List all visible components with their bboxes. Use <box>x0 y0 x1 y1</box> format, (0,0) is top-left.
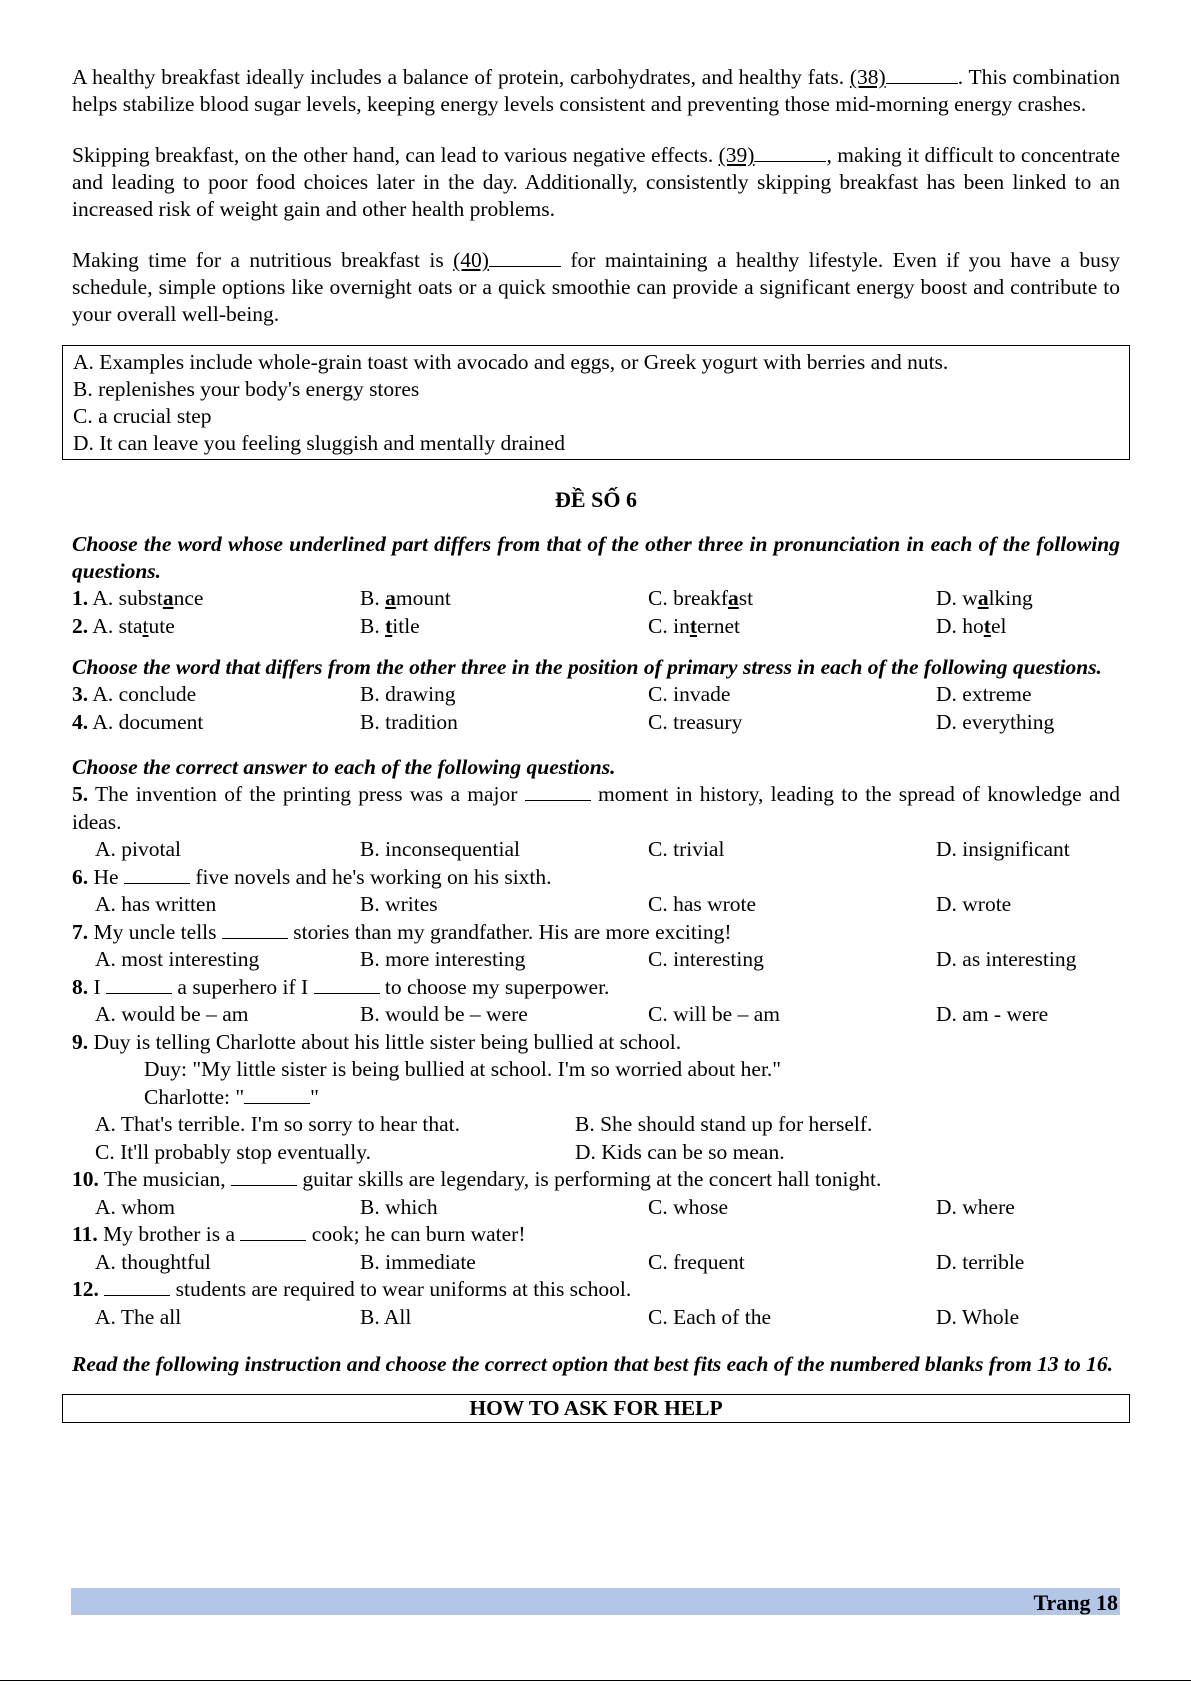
q9-option-c: C. It'll probably stop eventually. <box>95 1139 371 1164</box>
q5-option-a: A. pivotal <box>95 837 181 861</box>
question-7-options <box>72 946 1120 974</box>
q12-option-c: C. Each of the <box>648 1304 771 1329</box>
q5-option-d: D. insignificant <box>936 837 1070 861</box>
passage-options-box <box>62 345 1130 460</box>
question-11-stem: 11. My brother is a cook; he can burn water! <box>72 1222 526 1246</box>
blank-39: (39) <box>719 143 827 167</box>
q4-option-b: B. tradition <box>360 709 458 734</box>
q1-option-a: 1. A. substance <box>72 586 204 610</box>
blank-40: (40) <box>453 248 561 272</box>
q9-option-b: B. She should stand up for herself. <box>575 1112 873 1136</box>
q6-option-c: C. has wrote <box>648 892 757 916</box>
q9-dialog-charlotte: Charlotte: " " <box>144 1084 319 1109</box>
q7-option-c: C. interesting <box>648 947 764 971</box>
q4-option-a: A. document <box>92 709 204 734</box>
q2-option-a: 2. A. statute <box>72 613 175 638</box>
q6-option-d: D. wrote <box>936 892 1012 916</box>
q1-option-d: D. walking <box>936 586 1033 610</box>
q5-option-b: B. inconsequential <box>360 837 521 861</box>
q2-option-c: C. internet <box>648 613 740 638</box>
grammar-instruction: Choose the correct answer to each of the following questions. <box>72 755 616 779</box>
q11-option-d: D. terrible <box>936 1249 1025 1274</box>
q4-option-d: D. everything <box>936 709 1055 734</box>
q12-option-d: D. Whole <box>936 1304 1020 1329</box>
q8-option-d: D. am - were <box>936 1002 1049 1026</box>
q8-option-b: B. would be – were <box>360 1002 528 1026</box>
question-10-stem: 10. The musician, guitar skills are legendary, is performing at the concert hall tonight. <box>72 1167 882 1191</box>
q10-option-b: B. which <box>360 1194 438 1219</box>
reading-title-box: HOW TO ASK FOR HELP <box>62 1394 1130 1423</box>
page-content <box>72 64 1120 1423</box>
question-6-options <box>72 891 1120 919</box>
question-12-stem: 12. students are required to wear uniforms at this school. <box>72 1277 632 1301</box>
q4-option-c: C. treasury <box>648 709 743 734</box>
stress-instruction: Choose the word that differs from the other three in the position of primary stress in each of the following questions. <box>72 655 1102 679</box>
passage-option-b: B. replenishes your body's energy stores <box>73 377 420 401</box>
q1-option-b: B. amount <box>360 586 451 610</box>
question-10-options <box>72 1194 1120 1222</box>
question-7-stem: 7. My uncle tells stories than my grandfather. His are more exciting! <box>72 919 732 944</box>
blank-38: (38) <box>850 65 958 89</box>
q9-dialog-duy: Duy: "My little sister is being bullied at school. I'm so worried about her." <box>144 1057 782 1081</box>
q6-option-a: A. has written <box>95 892 217 916</box>
q2-option-b: B. title <box>360 613 420 638</box>
q6-option-b: B. writes <box>360 892 438 916</box>
bottom-divider <box>0 1680 1191 1681</box>
passage-paragraph-2: Skipping breakfast, on the other hand, can lead to various negative effects. (39) , making it difficult to concentrate and leading to poor food choices later in the day. Additionally, consistently skipping breakfast has been linked to an increased risk of weight gain and other health problems. <box>72 143 1120 221</box>
q10-option-a: A. whom <box>95 1194 176 1219</box>
q11-option-b: B. immediate <box>360 1249 476 1274</box>
q8-option-a: A. would be – am <box>95 1002 249 1026</box>
q5-option-c: C. trivial <box>648 837 725 861</box>
q7-option-d: D. as interesting <box>936 947 1077 971</box>
question-5-options <box>72 836 1120 864</box>
q11-option-a: A. thoughtful <box>95 1249 211 1274</box>
question-6-stem: 6. He five novels and he's working on his sixth. <box>72 864 552 889</box>
passage-option-d: D. It can leave you feeling sluggish and mentally drained <box>73 431 565 455</box>
page-footer <box>71 1588 1120 1615</box>
q1-option-c: C. breakfast <box>648 586 754 610</box>
q2-option-d: D. hotel <box>936 613 1007 638</box>
passage-option-c: C. a crucial step <box>73 404 212 428</box>
q10-option-d: D. where <box>936 1194 1015 1219</box>
passage-option-a: A. Examples include whole-grain toast with avocado and eggs, or Greek yogurt with berries and nuts. <box>73 350 949 374</box>
q3-option-c: C. invade <box>648 682 731 706</box>
question-8-options <box>72 1001 1120 1029</box>
question-9-options-cd <box>72 1139 1120 1167</box>
question-3: 3. A. conclude B. drawing C. invade D. extreme <box>72 681 1120 709</box>
passage-paragraph-3: Making time for a nutritious breakfast is (40) for maintaining a healthy lifestyle. Even if you have a busy schedule, simple options like overnight oats or a quick smoothie can provide a significant energy boost and contribute to your overall well-being. <box>72 248 1120 326</box>
q12-option-b: B. All <box>360 1304 412 1329</box>
reading-instruction: Read the following instruction and choose the correct option that best fits each of the numbered blanks from 13 to 16. <box>72 1352 1114 1376</box>
question-9-options-ab <box>72 1111 1120 1139</box>
exam-title: ĐỀ SỐ 6 <box>555 487 637 512</box>
passage-paragraph-1: A healthy breakfast ideally includes a balance of protein, carbohydrates, and healthy fats. (38) . This combination helps stabilize blood sugar levels, keeping energy levels consistent and preventing those mid-morning energy crashes. <box>72 65 1120 116</box>
question-4: 4. A. document B. tradition C. treasury D. everything <box>72 709 1120 737</box>
q3-option-b: B. drawing <box>360 682 456 706</box>
q7-option-b: B. more interesting <box>360 947 526 971</box>
q8-option-c: C. will be – am <box>648 1002 780 1026</box>
q3-option-a: A. conclude <box>92 682 197 706</box>
q12-option-a: A. The all <box>95 1304 182 1329</box>
q10-option-c: C. whose <box>648 1194 729 1219</box>
page-number: Trang 18 <box>1033 1590 1118 1615</box>
q7-option-a: A. most interesting <box>95 947 260 971</box>
question-2 <box>72 613 1120 641</box>
question-1 <box>72 585 1120 613</box>
q9-option-d: D. Kids can be so mean. <box>575 1139 785 1164</box>
question-12-options <box>72 1304 1120 1332</box>
pronunciation-instruction: Choose the word whose underlined part differs from that of the other three in pronunciation in each of the following questions. <box>72 532 1120 583</box>
question-11-options <box>72 1249 1120 1277</box>
question-5-stem: 5. The invention of the printing press was a major moment in history, leading to the spread of knowledge and ideas. <box>72 782 1120 834</box>
question-8-stem: 8. I a superhero if I to choose my superpower. <box>72 974 610 999</box>
question-9-stem: 9. Duy is telling Charlotte about his little sister being bullied at school. <box>72 1029 682 1054</box>
q11-option-c: C. frequent <box>648 1249 745 1274</box>
q3-option-d: D. extreme <box>936 682 1032 706</box>
q9-option-a: A. That's terrible. I'm so sorry to hear that. <box>95 1112 460 1136</box>
